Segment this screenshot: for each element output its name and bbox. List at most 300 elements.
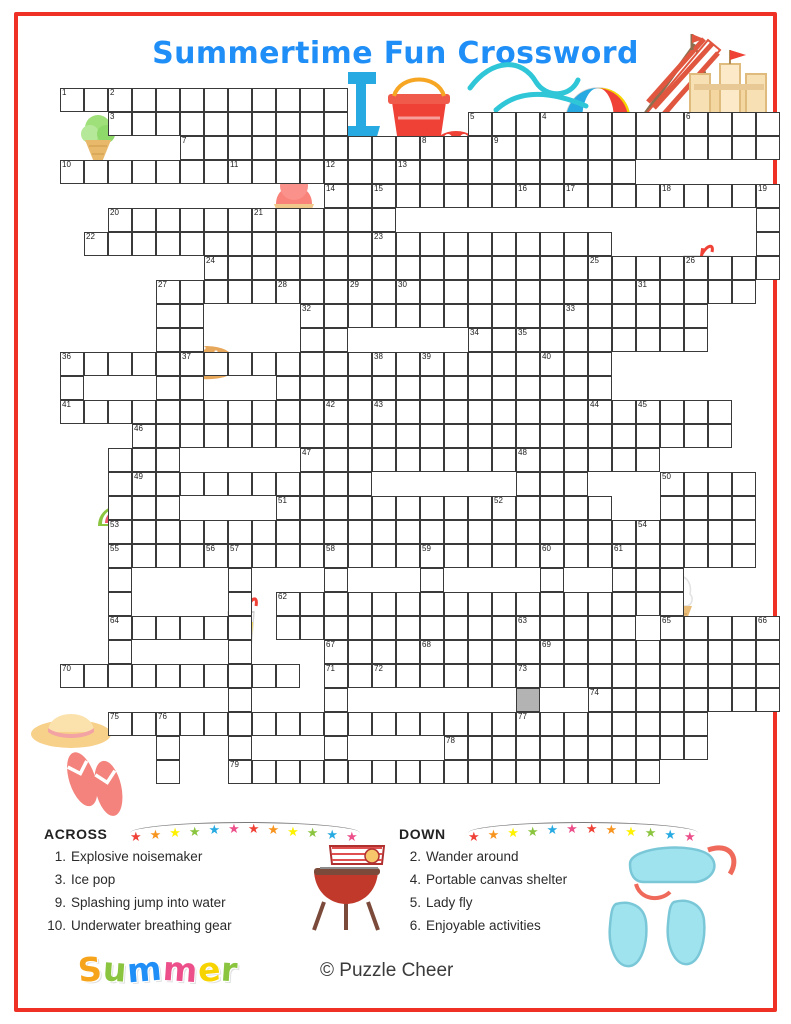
crossword-cell[interactable] — [324, 760, 348, 784]
crossword-cell[interactable] — [348, 184, 372, 208]
crossword-cell[interactable] — [300, 208, 324, 232]
crossword-cell[interactable] — [540, 448, 564, 472]
crossword-cell[interactable] — [444, 256, 468, 280]
crossword-cell[interactable] — [492, 136, 516, 160]
crossword-cell[interactable] — [468, 280, 492, 304]
crossword-cell[interactable] — [516, 184, 540, 208]
crossword-cell[interactable] — [732, 520, 756, 544]
crossword-cell[interactable] — [516, 616, 540, 640]
crossword-cell[interactable] — [492, 160, 516, 184]
crossword-cell[interactable] — [156, 472, 180, 496]
crossword-cell[interactable] — [540, 472, 564, 496]
crossword-cell[interactable] — [588, 520, 612, 544]
crossword-cell[interactable] — [612, 424, 636, 448]
crossword-cell[interactable] — [180, 664, 204, 688]
crossword-cell[interactable] — [516, 160, 540, 184]
crossword-cell[interactable] — [588, 640, 612, 664]
crossword-cell[interactable] — [708, 544, 732, 568]
crossword-cell[interactable] — [300, 136, 324, 160]
crossword-cell[interactable] — [732, 136, 756, 160]
crossword-cell[interactable] — [444, 520, 468, 544]
crossword-cell[interactable] — [204, 424, 228, 448]
crossword-cell[interactable] — [300, 712, 324, 736]
crossword-cell[interactable] — [540, 640, 564, 664]
crossword-cell[interactable] — [132, 232, 156, 256]
crossword-cell[interactable] — [516, 664, 540, 688]
crossword-cell[interactable] — [588, 496, 612, 520]
crossword-cell[interactable] — [660, 736, 684, 760]
crossword-cell[interactable] — [276, 592, 300, 616]
crossword-cell[interactable] — [324, 472, 348, 496]
crossword-cell[interactable] — [564, 736, 588, 760]
crossword-cell[interactable] — [564, 256, 588, 280]
crossword-cell[interactable] — [588, 400, 612, 424]
crossword-cell[interactable] — [180, 400, 204, 424]
crossword-cell[interactable] — [492, 448, 516, 472]
crossword-cell[interactable] — [444, 376, 468, 400]
crossword-cell[interactable] — [348, 616, 372, 640]
crossword-cell[interactable] — [372, 448, 396, 472]
crossword-cell[interactable] — [324, 640, 348, 664]
crossword-cell[interactable] — [612, 328, 636, 352]
crossword-cell[interactable] — [612, 184, 636, 208]
crossword-cell[interactable] — [540, 304, 564, 328]
crossword-cell[interactable] — [516, 232, 540, 256]
crossword-cell[interactable] — [636, 712, 660, 736]
crossword-cell[interactable] — [396, 640, 420, 664]
crossword-cell[interactable] — [132, 160, 156, 184]
crossword-cell[interactable] — [84, 352, 108, 376]
crossword-cell[interactable] — [108, 640, 132, 664]
crossword-cell[interactable] — [492, 520, 516, 544]
crossword-cell[interactable] — [324, 520, 348, 544]
crossword-cell[interactable] — [660, 616, 684, 640]
crossword-cell[interactable] — [132, 424, 156, 448]
crossword-cell[interactable] — [708, 256, 732, 280]
crossword-cell[interactable] — [444, 160, 468, 184]
crossword-cell[interactable] — [564, 232, 588, 256]
crossword-cell[interactable] — [180, 424, 204, 448]
crossword-cell[interactable] — [588, 160, 612, 184]
crossword-cell[interactable] — [348, 760, 372, 784]
crossword-cell[interactable] — [492, 352, 516, 376]
crossword-cell[interactable] — [492, 616, 516, 640]
crossword-cell[interactable] — [564, 760, 588, 784]
crossword-cell[interactable] — [468, 304, 492, 328]
crossword-cell[interactable] — [180, 712, 204, 736]
crossword-cell[interactable] — [684, 712, 708, 736]
crossword-cell[interactable] — [516, 688, 540, 712]
crossword-cell[interactable] — [324, 112, 348, 136]
crossword-cell[interactable] — [636, 256, 660, 280]
crossword-cell[interactable] — [276, 664, 300, 688]
crossword-cell[interactable] — [588, 328, 612, 352]
crossword-cell[interactable] — [300, 544, 324, 568]
crossword-cell[interactable] — [660, 664, 684, 688]
crossword-cell[interactable] — [108, 520, 132, 544]
crossword-cell[interactable] — [324, 280, 348, 304]
crossword-cell[interactable] — [420, 568, 444, 592]
crossword-cell[interactable] — [180, 472, 204, 496]
crossword-cell[interactable] — [468, 736, 492, 760]
crossword-cell[interactable] — [324, 688, 348, 712]
crossword-cell[interactable] — [156, 208, 180, 232]
crossword-cell[interactable] — [588, 280, 612, 304]
crossword-cell[interactable] — [132, 544, 156, 568]
crossword-cell[interactable] — [684, 736, 708, 760]
crossword-cell[interactable] — [108, 544, 132, 568]
crossword-cell[interactable] — [108, 592, 132, 616]
crossword-cell[interactable] — [516, 424, 540, 448]
crossword-cell[interactable] — [468, 328, 492, 352]
crossword-cell[interactable] — [300, 400, 324, 424]
crossword-cell[interactable] — [132, 664, 156, 688]
crossword-cell[interactable] — [636, 448, 660, 472]
crossword-cell[interactable] — [516, 304, 540, 328]
crossword-cell[interactable] — [396, 592, 420, 616]
crossword-cell[interactable] — [468, 616, 492, 640]
crossword-cell[interactable] — [468, 448, 492, 472]
crossword-cell[interactable] — [468, 184, 492, 208]
crossword-cell[interactable] — [228, 520, 252, 544]
crossword-cell[interactable] — [156, 112, 180, 136]
crossword-cell[interactable] — [444, 640, 468, 664]
crossword-cell[interactable] — [204, 136, 228, 160]
crossword-cell[interactable] — [348, 280, 372, 304]
crossword-cell[interactable] — [588, 592, 612, 616]
crossword-cell[interactable] — [276, 376, 300, 400]
crossword-cell[interactable] — [468, 640, 492, 664]
crossword-cell[interactable] — [420, 160, 444, 184]
crossword-cell[interactable] — [636, 184, 660, 208]
crossword-cell[interactable] — [324, 352, 348, 376]
crossword-cell[interactable] — [180, 544, 204, 568]
crossword-cell[interactable] — [276, 712, 300, 736]
crossword-cell[interactable] — [564, 280, 588, 304]
crossword-cell[interactable] — [660, 592, 684, 616]
crossword-cell[interactable] — [516, 544, 540, 568]
crossword-cell[interactable] — [204, 616, 228, 640]
crossword-cell[interactable] — [276, 472, 300, 496]
crossword-cell[interactable] — [348, 256, 372, 280]
crossword-cell[interactable] — [348, 376, 372, 400]
crossword-cell[interactable] — [492, 496, 516, 520]
crossword-cell[interactable] — [420, 304, 444, 328]
crossword-cell[interactable] — [204, 208, 228, 232]
crossword-cell[interactable] — [636, 592, 660, 616]
crossword-cell[interactable] — [180, 304, 204, 328]
crossword-cell[interactable] — [564, 352, 588, 376]
crossword-cell[interactable] — [540, 352, 564, 376]
crossword-cell[interactable] — [708, 664, 732, 688]
crossword-cell[interactable] — [492, 544, 516, 568]
crossword-cell[interactable] — [324, 400, 348, 424]
crossword-cell[interactable] — [252, 88, 276, 112]
crossword-cell[interactable] — [684, 472, 708, 496]
crossword-cell[interactable] — [468, 232, 492, 256]
crossword-cell[interactable] — [564, 304, 588, 328]
crossword-cell[interactable] — [108, 88, 132, 112]
crossword-cell[interactable] — [372, 544, 396, 568]
crossword-cell[interactable] — [684, 304, 708, 328]
crossword-cell[interactable] — [324, 184, 348, 208]
crossword-cell[interactable] — [276, 520, 300, 544]
crossword-cell[interactable] — [636, 136, 660, 160]
crossword-cell[interactable] — [252, 760, 276, 784]
crossword-cell[interactable] — [324, 568, 348, 592]
crossword-cell[interactable] — [588, 664, 612, 688]
crossword-cell[interactable] — [108, 232, 132, 256]
crossword-cell[interactable] — [396, 352, 420, 376]
crossword-cell[interactable] — [444, 712, 468, 736]
crossword-cell[interactable] — [636, 424, 660, 448]
crossword-cell[interactable] — [708, 520, 732, 544]
crossword-cell[interactable] — [444, 592, 468, 616]
crossword-cell[interactable] — [516, 592, 540, 616]
crossword-cell[interactable] — [564, 544, 588, 568]
crossword-cell[interactable] — [660, 496, 684, 520]
crossword-cell[interactable] — [228, 544, 252, 568]
crossword-cell[interactable] — [540, 136, 564, 160]
crossword-cell[interactable] — [324, 256, 348, 280]
crossword-cell[interactable] — [588, 688, 612, 712]
crossword-cell[interactable] — [516, 352, 540, 376]
crossword-cell[interactable] — [516, 448, 540, 472]
crossword-cell[interactable] — [588, 448, 612, 472]
crossword-cell[interactable] — [324, 328, 348, 352]
crossword-cell[interactable] — [540, 664, 564, 688]
crossword-cell[interactable] — [516, 112, 540, 136]
crossword-cell[interactable] — [180, 352, 204, 376]
crossword-cell[interactable] — [372, 160, 396, 184]
crossword-cell[interactable] — [492, 232, 516, 256]
crossword-cell[interactable] — [588, 616, 612, 640]
crossword-cell[interactable] — [228, 424, 252, 448]
crossword-cell[interactable] — [372, 664, 396, 688]
crossword-cell[interactable] — [108, 664, 132, 688]
crossword-cell[interactable] — [396, 424, 420, 448]
crossword-cell[interactable] — [588, 184, 612, 208]
crossword-cell[interactable] — [204, 544, 228, 568]
crossword-cell[interactable] — [108, 472, 132, 496]
crossword-cell[interactable] — [252, 400, 276, 424]
crossword-cell[interactable] — [564, 184, 588, 208]
crossword-cell[interactable] — [444, 232, 468, 256]
crossword-cell[interactable] — [156, 712, 180, 736]
crossword-cell[interactable] — [348, 640, 372, 664]
crossword-cell[interactable] — [420, 184, 444, 208]
crossword-cell[interactable] — [588, 232, 612, 256]
crossword-cell[interactable] — [396, 616, 420, 640]
crossword-cell[interactable] — [372, 424, 396, 448]
crossword-cell[interactable] — [636, 328, 660, 352]
crossword-cell[interactable] — [180, 376, 204, 400]
crossword-cell[interactable] — [180, 136, 204, 160]
crossword-cell[interactable] — [516, 472, 540, 496]
crossword-cell[interactable] — [84, 232, 108, 256]
crossword-cell[interactable] — [660, 184, 684, 208]
crossword-cell[interactable] — [636, 688, 660, 712]
crossword-cell[interactable] — [108, 400, 132, 424]
crossword-cell[interactable] — [468, 592, 492, 616]
crossword-cell[interactable] — [396, 712, 420, 736]
crossword-cell[interactable] — [228, 688, 252, 712]
crossword-cell[interactable] — [564, 472, 588, 496]
crossword-cell[interactable] — [588, 376, 612, 400]
crossword-cell[interactable] — [756, 232, 780, 256]
crossword-cell[interactable] — [396, 400, 420, 424]
crossword-cell[interactable] — [132, 496, 156, 520]
crossword-cell[interactable] — [660, 136, 684, 160]
crossword-cell[interactable] — [372, 352, 396, 376]
crossword-cell[interactable] — [588, 736, 612, 760]
crossword-cell[interactable] — [228, 88, 252, 112]
crossword-cell[interactable] — [612, 664, 636, 688]
crossword-cell[interactable] — [204, 472, 228, 496]
crossword-cell[interactable] — [420, 424, 444, 448]
crossword-cell[interactable] — [372, 208, 396, 232]
crossword-cell[interactable] — [588, 304, 612, 328]
crossword-cell[interactable] — [516, 760, 540, 784]
crossword-cell[interactable] — [540, 520, 564, 544]
crossword-cell[interactable] — [204, 160, 228, 184]
crossword-cell[interactable] — [108, 112, 132, 136]
crossword-cell[interactable] — [516, 712, 540, 736]
crossword-cell[interactable] — [516, 328, 540, 352]
crossword-cell[interactable] — [60, 664, 84, 688]
crossword-cell[interactable] — [276, 88, 300, 112]
crossword-cell[interactable] — [228, 568, 252, 592]
crossword-cell[interactable] — [708, 136, 732, 160]
crossword-cell[interactable] — [420, 712, 444, 736]
crossword-cell[interactable] — [324, 304, 348, 328]
crossword-cell[interactable] — [660, 328, 684, 352]
crossword-cell[interactable] — [732, 184, 756, 208]
crossword-cell[interactable] — [636, 640, 660, 664]
crossword-cell[interactable] — [756, 136, 780, 160]
crossword-cell[interactable] — [396, 184, 420, 208]
crossword-cell[interactable] — [612, 736, 636, 760]
crossword-cell[interactable] — [732, 280, 756, 304]
crossword-cell[interactable] — [492, 592, 516, 616]
crossword-cell[interactable] — [468, 424, 492, 448]
crossword-cell[interactable] — [228, 160, 252, 184]
crossword-cell[interactable] — [372, 496, 396, 520]
crossword-cell[interactable] — [420, 664, 444, 688]
crossword-cell[interactable] — [444, 496, 468, 520]
crossword-cell[interactable] — [684, 496, 708, 520]
crossword-cell[interactable] — [372, 400, 396, 424]
crossword-cell[interactable] — [660, 520, 684, 544]
crossword-cell[interactable] — [276, 544, 300, 568]
crossword-cell[interactable] — [540, 112, 564, 136]
crossword-cell[interactable] — [300, 592, 324, 616]
crossword-cell[interactable] — [372, 304, 396, 328]
crossword-cell[interactable] — [684, 544, 708, 568]
crossword-cell[interactable] — [468, 544, 492, 568]
crossword-cell[interactable] — [540, 616, 564, 640]
crossword-cell[interactable] — [492, 280, 516, 304]
crossword-cell[interactable] — [60, 400, 84, 424]
crossword-cell[interactable] — [564, 112, 588, 136]
crossword-cell[interactable] — [348, 352, 372, 376]
crossword-cell[interactable] — [564, 400, 588, 424]
crossword-cell[interactable] — [444, 184, 468, 208]
crossword-cell[interactable] — [180, 328, 204, 352]
crossword-cell[interactable] — [300, 232, 324, 256]
crossword-cell[interactable] — [636, 736, 660, 760]
crossword-cell[interactable] — [540, 160, 564, 184]
crossword-cell[interactable] — [612, 304, 636, 328]
crossword-cell[interactable] — [444, 136, 468, 160]
crossword-cell[interactable] — [348, 448, 372, 472]
crossword-cell[interactable] — [468, 664, 492, 688]
crossword-cell[interactable] — [468, 136, 492, 160]
crossword-cell[interactable] — [348, 496, 372, 520]
crossword-cell[interactable] — [540, 280, 564, 304]
crossword-cell[interactable] — [204, 88, 228, 112]
crossword-cell[interactable] — [420, 544, 444, 568]
crossword-cell[interactable] — [588, 712, 612, 736]
crossword-cell[interactable] — [204, 712, 228, 736]
crossword-cell[interactable] — [660, 256, 684, 280]
crossword-cell[interactable] — [348, 544, 372, 568]
crossword-cell[interactable] — [396, 304, 420, 328]
crossword-cell[interactable] — [228, 208, 252, 232]
crossword-cell[interactable] — [636, 664, 660, 688]
crossword-cell[interactable] — [324, 136, 348, 160]
crossword-cell[interactable] — [420, 136, 444, 160]
crossword-cell[interactable] — [180, 88, 204, 112]
crossword-cell[interactable] — [156, 352, 180, 376]
crossword-cell[interactable] — [324, 544, 348, 568]
crossword-cell[interactable] — [660, 400, 684, 424]
crossword-cell[interactable] — [492, 328, 516, 352]
crossword-cell[interactable] — [684, 184, 708, 208]
crossword-cell[interactable] — [540, 592, 564, 616]
crossword-cell[interactable] — [396, 232, 420, 256]
crossword-cell[interactable] — [756, 256, 780, 280]
crossword-cell[interactable] — [612, 112, 636, 136]
crossword-cell[interactable] — [420, 352, 444, 376]
crossword-cell[interactable] — [348, 520, 372, 544]
crossword-cell[interactable] — [540, 736, 564, 760]
crossword-cell[interactable] — [492, 304, 516, 328]
crossword-cell[interactable] — [300, 424, 324, 448]
crossword-cell[interactable] — [540, 376, 564, 400]
crossword-cell[interactable] — [228, 112, 252, 136]
crossword-cell[interactable] — [156, 400, 180, 424]
crossword-cell[interactable] — [468, 400, 492, 424]
crossword-cell[interactable] — [564, 712, 588, 736]
crossword-cell[interactable] — [60, 88, 84, 112]
crossword-cell[interactable] — [564, 328, 588, 352]
crossword-cell[interactable] — [612, 136, 636, 160]
crossword-cell[interactable] — [540, 400, 564, 424]
crossword-cell[interactable] — [228, 712, 252, 736]
crossword-cell[interactable] — [228, 280, 252, 304]
crossword-cell[interactable] — [108, 496, 132, 520]
crossword-cell[interactable] — [252, 136, 276, 160]
crossword-cell[interactable] — [276, 112, 300, 136]
crossword-cell[interactable] — [420, 232, 444, 256]
crossword-cell[interactable] — [636, 304, 660, 328]
crossword-cell[interactable] — [660, 280, 684, 304]
crossword-cell[interactable] — [108, 448, 132, 472]
crossword-cell[interactable] — [492, 184, 516, 208]
crossword-cell[interactable] — [252, 112, 276, 136]
crossword-cell[interactable] — [444, 448, 468, 472]
